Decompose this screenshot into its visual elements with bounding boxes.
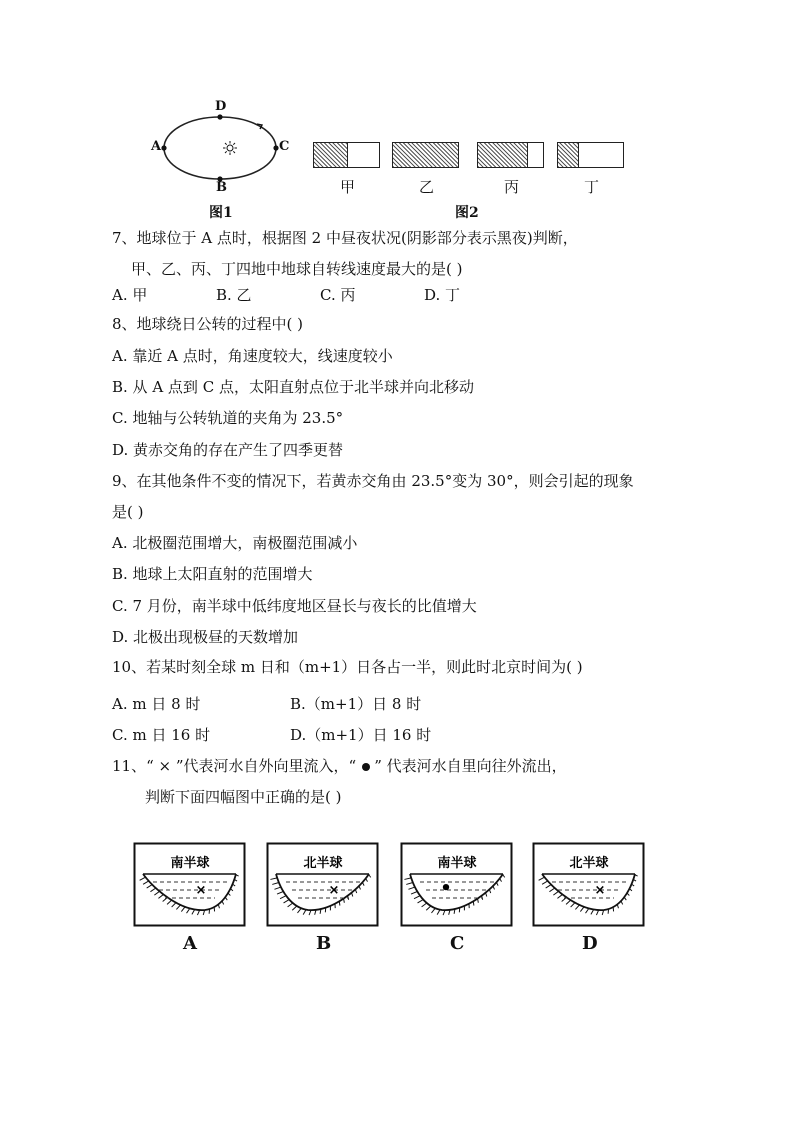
night-shade xyxy=(393,143,458,167)
q8-option-b: B. 从 A 点到 C 点，太阳直射点位于北半球并向北移动 xyxy=(112,378,474,396)
q10-option-c: C. m 日 16 时 xyxy=(112,726,211,744)
q7-option-c: C. 丙 xyxy=(320,286,356,304)
night-shade xyxy=(558,143,579,167)
point-d-label: D xyxy=(215,99,227,114)
day-night-bar-label: 丙 xyxy=(504,178,520,196)
night-shade xyxy=(478,143,528,167)
q7-option-b: B. 乙 xyxy=(216,286,252,304)
q9-stem-line1: 9、在其他条件不变的情况下，若黄赤交角由 23.5°变为 30°，则会引起的现象 xyxy=(112,472,634,490)
panel-letter-a: A xyxy=(183,933,197,954)
q11-stem-part1: 11、“ × ”代表河水自外向里流入，“ xyxy=(112,757,357,775)
q10-option-b: B.（m+1）日 8 时 xyxy=(290,695,422,713)
q8-stem: 8、地球绕日公转的过程中( ) xyxy=(112,315,304,333)
panel-letter-c: C xyxy=(450,933,465,954)
q7-stem-line2: 甲、乙、丙、丁四地中地球自转线速度最大的是( ) xyxy=(131,260,463,278)
day-night-bar-label: 丁 xyxy=(584,178,600,196)
river-panel-b xyxy=(266,842,380,928)
q11-stem-line1 xyxy=(112,756,567,776)
point-a-dot xyxy=(161,145,166,150)
point-d-dot xyxy=(217,114,222,119)
day-night-bar-3 xyxy=(477,142,544,168)
q8-option-a: A. 靠近 A 点时，角速度较大，线速度较小 xyxy=(112,347,393,365)
point-a-label: A xyxy=(151,139,162,154)
day-night-bar-2 xyxy=(392,142,459,168)
hemisphere-label: 北半球 xyxy=(569,856,609,871)
figure-1-caption: 图1 xyxy=(209,205,233,221)
q10-stem: 10、若某时刻全球 m 日和（m+1）日各占一半，则此时北京时间为( ) xyxy=(112,658,583,676)
inflow-cross-marker: × xyxy=(594,883,606,898)
figure-2-caption: 图2 xyxy=(455,205,479,221)
q9-option-d: D. 北极出现极昼的天数增加 xyxy=(112,628,299,646)
q8-option-c: C. 地轴与公转轨道的夹角为 23.5° xyxy=(112,409,344,427)
q10-option-a: A. m 日 8 时 xyxy=(112,695,201,713)
point-c-dot xyxy=(273,145,278,150)
day-night-bar-label: 甲 xyxy=(340,178,356,196)
q7-option-d: D. 丁 xyxy=(424,286,461,304)
night-shade xyxy=(314,143,348,167)
panel-letter-b: B xyxy=(316,933,332,954)
q9-option-b: B. 地球上太阳直射的范围增大 xyxy=(112,565,313,583)
inflow-cross-marker: × xyxy=(195,883,207,898)
sun-icon xyxy=(223,141,237,155)
outflow-dot-icon xyxy=(362,763,370,771)
hemisphere-label: 南半球 xyxy=(170,856,210,871)
outflow-dot-marker: • xyxy=(440,878,452,899)
q10-option-d: D.（m+1）日 16 时 xyxy=(290,726,432,744)
river-panel-a xyxy=(133,842,247,928)
q7-stem-line1: 7、地球位于 A 点时，根据图 2 中昼夜状况(阴影部分表示黑夜)判断， xyxy=(112,229,578,247)
point-c-label: C xyxy=(279,139,290,154)
hemisphere-label: 南半球 xyxy=(437,856,477,871)
q9-option-c: C. 7 月份，南半球中低纬度地区昼长与夜长的比值增大 xyxy=(112,597,477,615)
river-panel-d xyxy=(532,842,646,928)
day-night-bar-4 xyxy=(557,142,624,168)
day-night-bar-1 xyxy=(313,142,380,168)
point-b-label: B xyxy=(216,180,227,195)
q11-stem-part2: ” 代表河水自里向往外流出， xyxy=(374,757,567,775)
q9-option-a: A. 北极圈范围增大，南极圈范围减小 xyxy=(112,534,358,552)
inflow-cross-marker: × xyxy=(328,883,340,898)
q11-stem-line2: 判断下面四幅图中正确的是( ) xyxy=(145,788,342,806)
q7-option-a: A. 甲 xyxy=(112,286,148,304)
day-night-bar-label: 乙 xyxy=(419,178,435,196)
q9-stem-line2: 是( ) xyxy=(112,503,144,521)
q8-option-d: D. 黄赤交角的存在产生了四季更替 xyxy=(112,441,344,459)
river-panel-c xyxy=(400,842,514,928)
hemisphere-label: 北半球 xyxy=(303,856,343,871)
panel-letter-d: D xyxy=(582,933,598,954)
